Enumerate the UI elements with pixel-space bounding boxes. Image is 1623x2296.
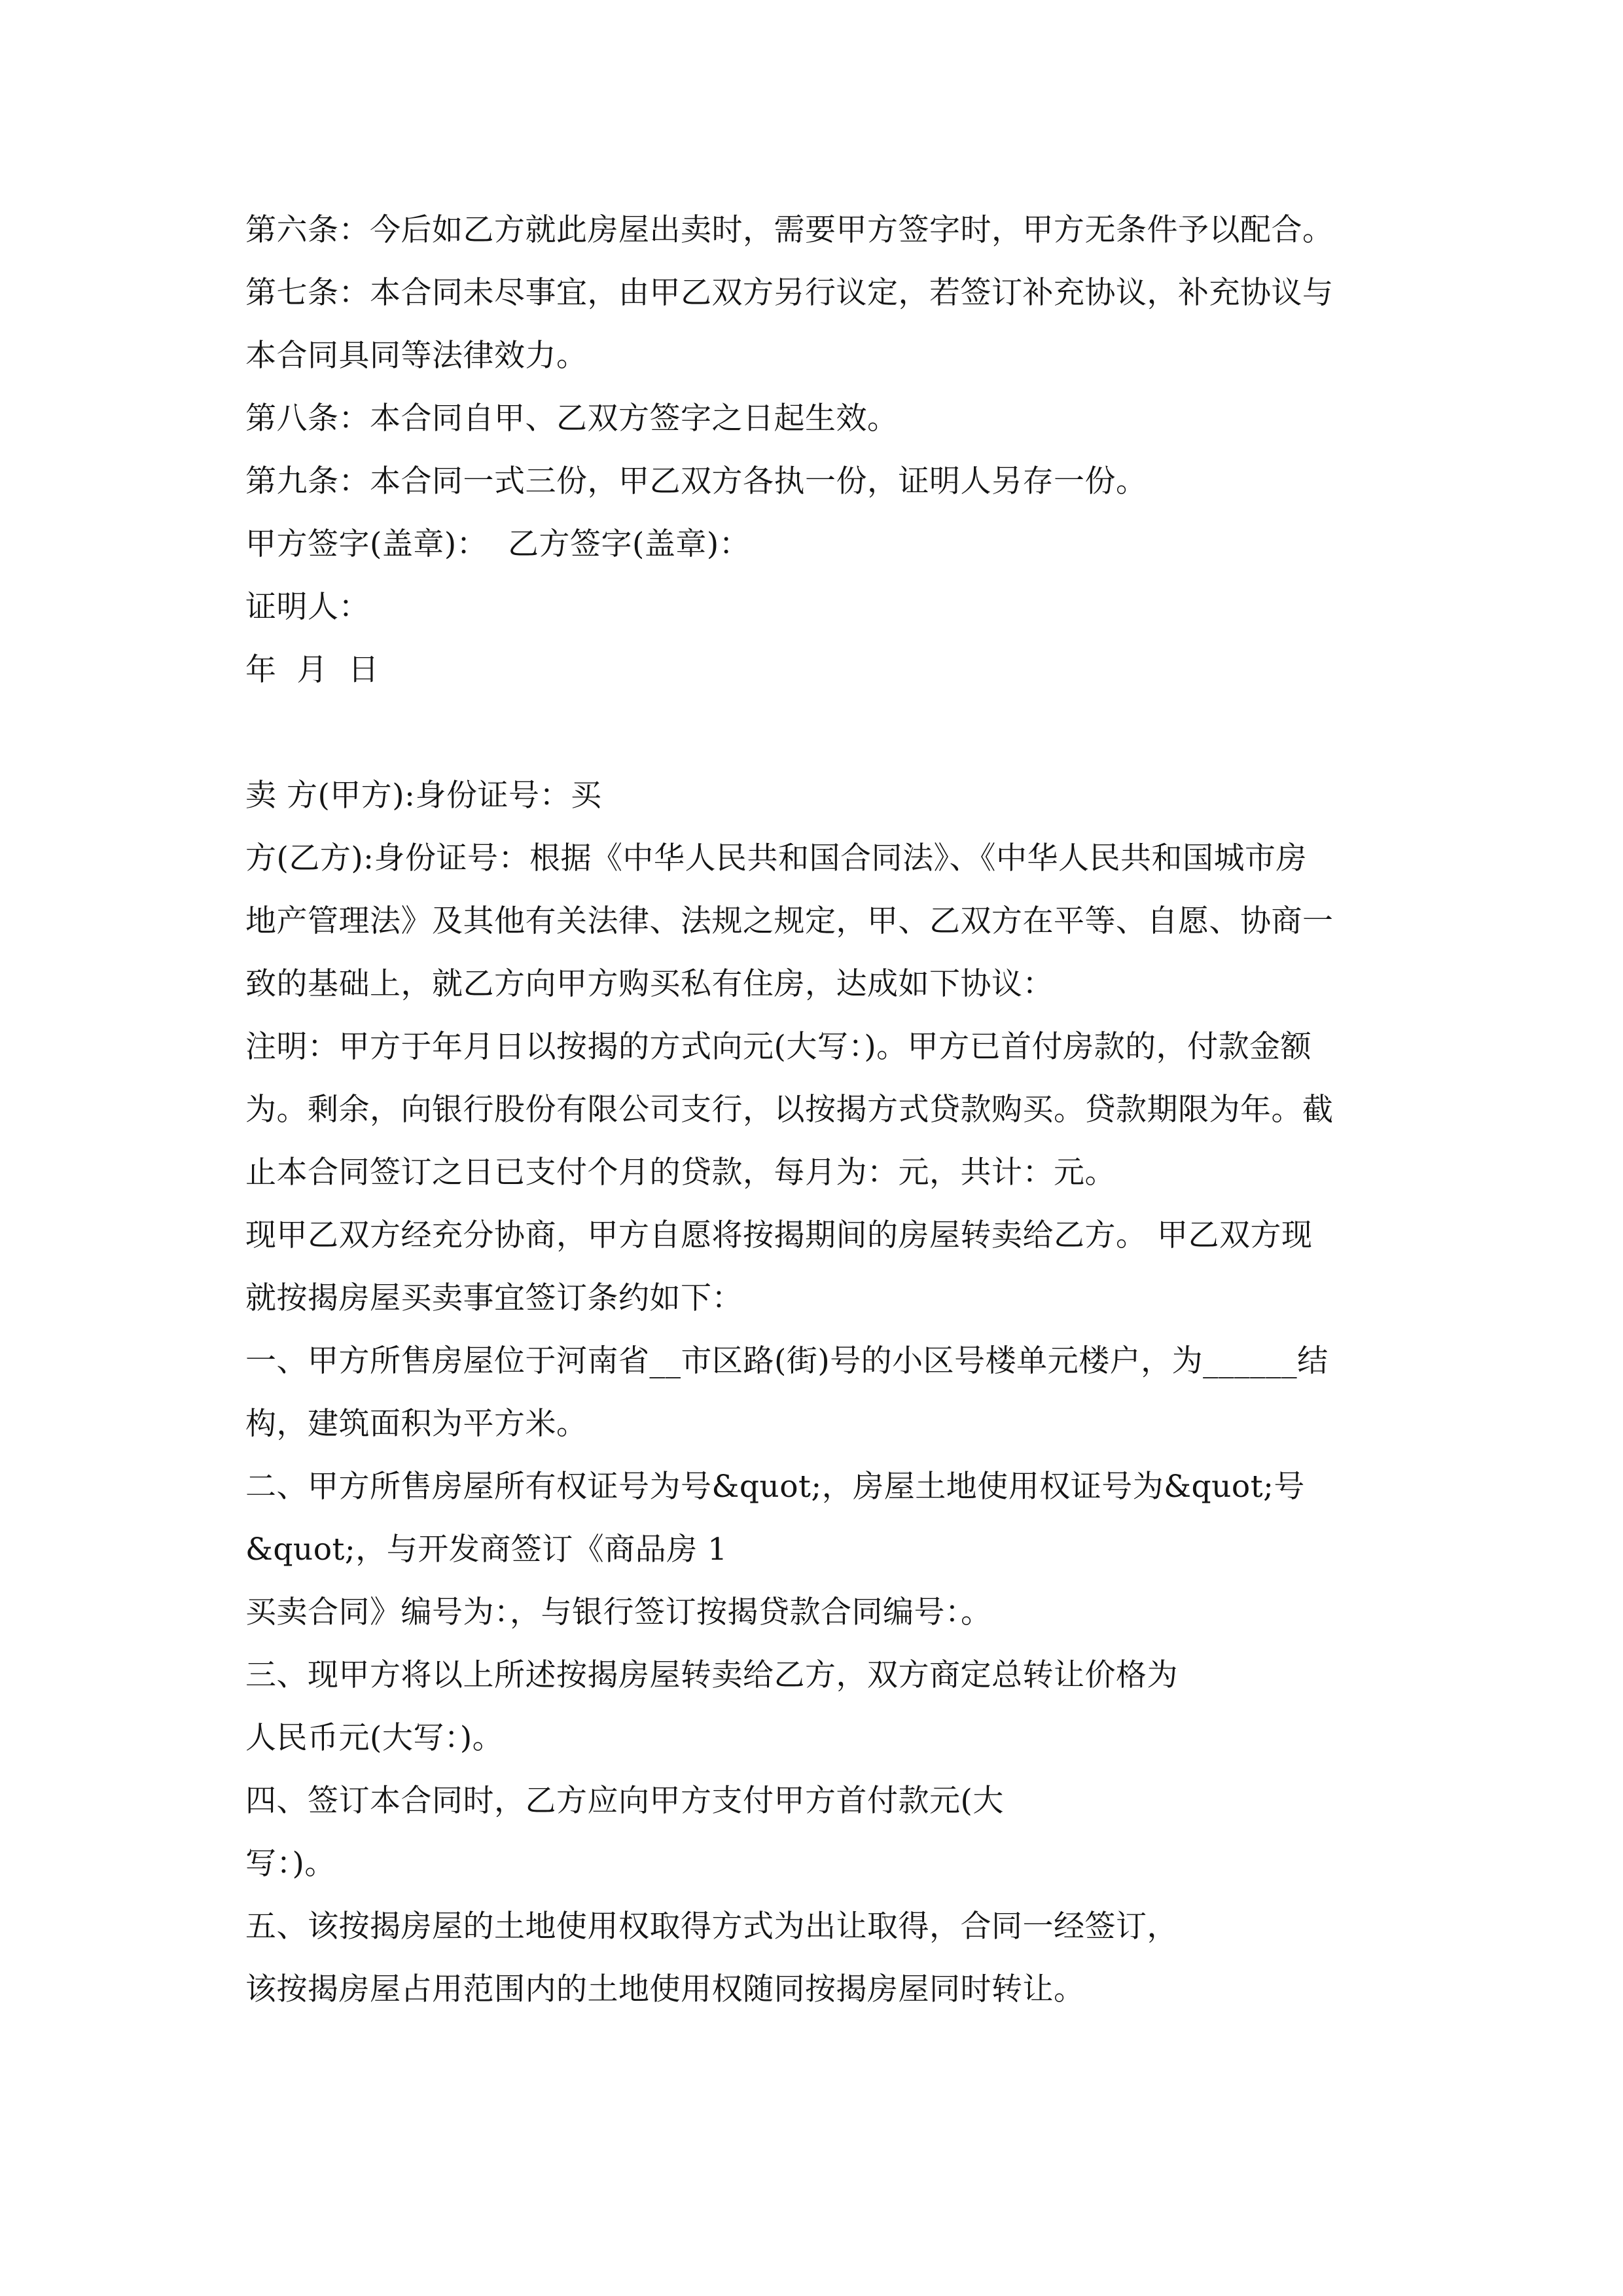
- buyer-preamble-line-1: 方(乙方):身份证号：根据《中华人民共和国合同法》、《中华人民共和国城市房: [245, 840, 1308, 876]
- article-4-line-2: 写：)。: [245, 1846, 336, 1882]
- clause-6-line: 第六条：今后如乙方就此房屋出卖时，需要甲方签字时，甲方无条件予以配合。: [245, 212, 1334, 248]
- seller-line: 卖 方(甲方):身份证号：买: [245, 778, 602, 814]
- agreement-line-2: 就按揭房屋买卖事宜签订条约如下：: [245, 1280, 743, 1316]
- agreement-line-1: 现甲乙双方经充分协商，甲方自愿将按揭期间的房屋转卖给乙方。 甲乙双方现: [245, 1217, 1313, 1253]
- preamble-line-3: 致的基础上，就乙方向甲方购买私有住房，达成如下协议：: [245, 966, 1054, 1002]
- article-1-line-2: 构，建筑面积为平方米。: [245, 1406, 588, 1442]
- note-line-3: 止本合同签订之日已支付个月的贷款，每月为：元，共计：元。: [245, 1155, 1116, 1191]
- clause-8-line: 第八条：本合同自甲、乙双方签字之日起生效。: [245, 401, 899, 437]
- article-2-line-3: 买卖合同》编号为：，与银行签订按揭贷款合同编号：。: [245, 1594, 992, 1630]
- note-line-2: 为。剩余，向银行股份有限公司支行，以按揭方式贷款购买。贷款期限为年。截: [245, 1092, 1334, 1128]
- article-2-line-1: 二、甲方所售房屋所有权证号为号&quot;，房屋土地使用权证号为&quot;号: [245, 1469, 1305, 1505]
- signature-line: 甲方签字(盖章)： 乙方签字(盖章)：: [245, 526, 751, 562]
- note-line-1: 注明：甲方于年月日以按揭的方式向元(大写：)。甲方已首付房款的，付款金额: [245, 1029, 1312, 1065]
- date-line: 年 月 日: [245, 652, 380, 688]
- article-2-line-2: &quot;，与开发商签订《商品房 1: [245, 1532, 728, 1568]
- article-1-line-1: 一、甲方所售房屋位于河南省__市区路(街)号的小区号楼单元楼户，为______结: [245, 1343, 1329, 1379]
- witness-line: 证明人：: [245, 589, 370, 625]
- preamble-line-2: 地产管理法》及其他有关法律、法规之规定，甲、乙双方在平等、自愿、协商一: [245, 903, 1334, 939]
- clause-9-line: 第九条：本合同一式三份，甲乙双方各执一份，证明人另存一份。: [245, 463, 1147, 499]
- article-3-line-1: 三、现甲方将以上所述按揭房屋转卖给乙方，双方商定总转让价格为: [245, 1657, 1178, 1693]
- article-5-line-2: 该按揭房屋占用范围内的土地使用权随同按揭房屋同时转让。: [245, 1971, 1085, 2007]
- article-5-line-1: 五、该按揭房屋的土地使用权取得方式为出让取得，合同一经签订，: [245, 1909, 1178, 1945]
- clause-7-line-1: 第七条：本合同未尽事宜，由甲乙双方另行议定，若签订补充协议，补充协议与: [245, 275, 1334, 311]
- article-3-line-2: 人民币元(大写：)。: [245, 1720, 504, 1756]
- clause-7-line-2: 本合同具同等法律效力。: [245, 338, 588, 374]
- article-4-line-1: 四、签订本合同时，乙方应向甲方支付甲方首付款元(大: [245, 1783, 1004, 1819]
